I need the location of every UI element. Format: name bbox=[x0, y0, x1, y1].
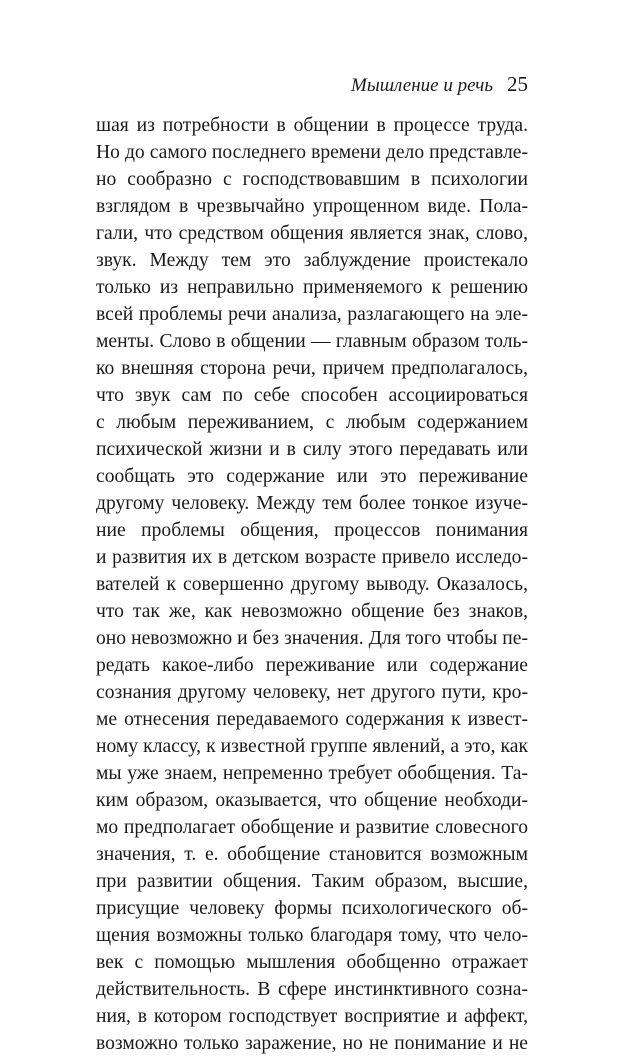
text-line: взглядом в чрезвычайно упрощенном виде. Пола- bbox=[96, 196, 528, 217]
text-line: редать какое-либо переживание или содержание bbox=[96, 655, 528, 676]
page-number: 25 bbox=[507, 72, 528, 96]
text-line: с любым переживанием, с любым содержанием bbox=[96, 412, 528, 433]
text-line: психической жизни и в силу этого передавать или bbox=[96, 439, 528, 460]
text-line: оно невозможно и без значения. Для того чтобы пе- bbox=[96, 628, 528, 649]
text-line: ному классу, к известной группе явлений, а это, как bbox=[96, 736, 528, 757]
text-line: ния, в котором господствует восприятие и аффект, bbox=[96, 1006, 528, 1027]
text-line: ко внешняя сторона речи, причем предполагалось, bbox=[96, 358, 528, 379]
text-line: Но до самого последнего времени дело представле- bbox=[96, 142, 528, 163]
text-line: мы уже знаем, непременно требует обобщения. Та- bbox=[96, 763, 528, 784]
text-line: другому человеку. Между тем более тонкое изуче- bbox=[96, 493, 528, 514]
text-line: ким образом, оказывается, что общение необходи- bbox=[96, 790, 528, 811]
text-line: щения возможны только благодаря тому, что чело- bbox=[96, 925, 528, 946]
text-line: что так же, как невозможно общение без знаков, bbox=[96, 601, 528, 622]
running-title: Мышление и речь bbox=[351, 75, 493, 96]
text-line: значения, т. е. обобщение становится возможным bbox=[96, 844, 528, 865]
text-line: действительность. В сфере инстинктивного созна- bbox=[96, 979, 528, 1000]
text-line: что звук сам по себе способен ассоциироваться bbox=[96, 385, 528, 406]
text-line: только из неправильно применяемого к решению bbox=[96, 277, 528, 298]
text-line: ние проблемы общения, процессов понимания bbox=[96, 520, 528, 541]
text-line: возможно только заражение, но не понимание и не bbox=[96, 1033, 528, 1054]
text-line: при развитии общения. Таким образом, высшие, bbox=[96, 871, 528, 892]
text-line: и развития их в детском возрасте привело исследо- bbox=[96, 547, 528, 568]
text-line: мо предполагает обобщение и развитие словесного bbox=[96, 817, 528, 838]
text-line: менты. Слово в общении — главным образом толь- bbox=[96, 331, 528, 352]
page-header bbox=[96, 72, 528, 98]
text-line: век с помощью мышления обобщенно отражает bbox=[96, 952, 528, 973]
text-line: вателей к совершенно другому выводу. Оказалось, bbox=[96, 574, 528, 595]
text-line: сообщать это содержание или это переживание bbox=[96, 466, 528, 487]
text-line: всей проблемы речи анализа, разлагающего на эле- bbox=[96, 304, 528, 325]
text-line: но сообразно с господствовавшим в психологии bbox=[96, 169, 528, 190]
text-line: ме отнесения передаваемого содержания к извест- bbox=[96, 709, 528, 730]
text-line: гали, что средством общения является знак, слово, bbox=[96, 223, 528, 244]
text-line: сознания другому человеку, нет другого пути, кро- bbox=[96, 682, 528, 703]
text-line: шая из потребности в общении в процессе труда. bbox=[96, 115, 528, 136]
body-text bbox=[96, 112, 528, 1057]
text-line: присущие человеку формы психологического об- bbox=[96, 898, 528, 919]
text-line: звук. Между тем это заблуждение проистекало bbox=[96, 250, 528, 271]
